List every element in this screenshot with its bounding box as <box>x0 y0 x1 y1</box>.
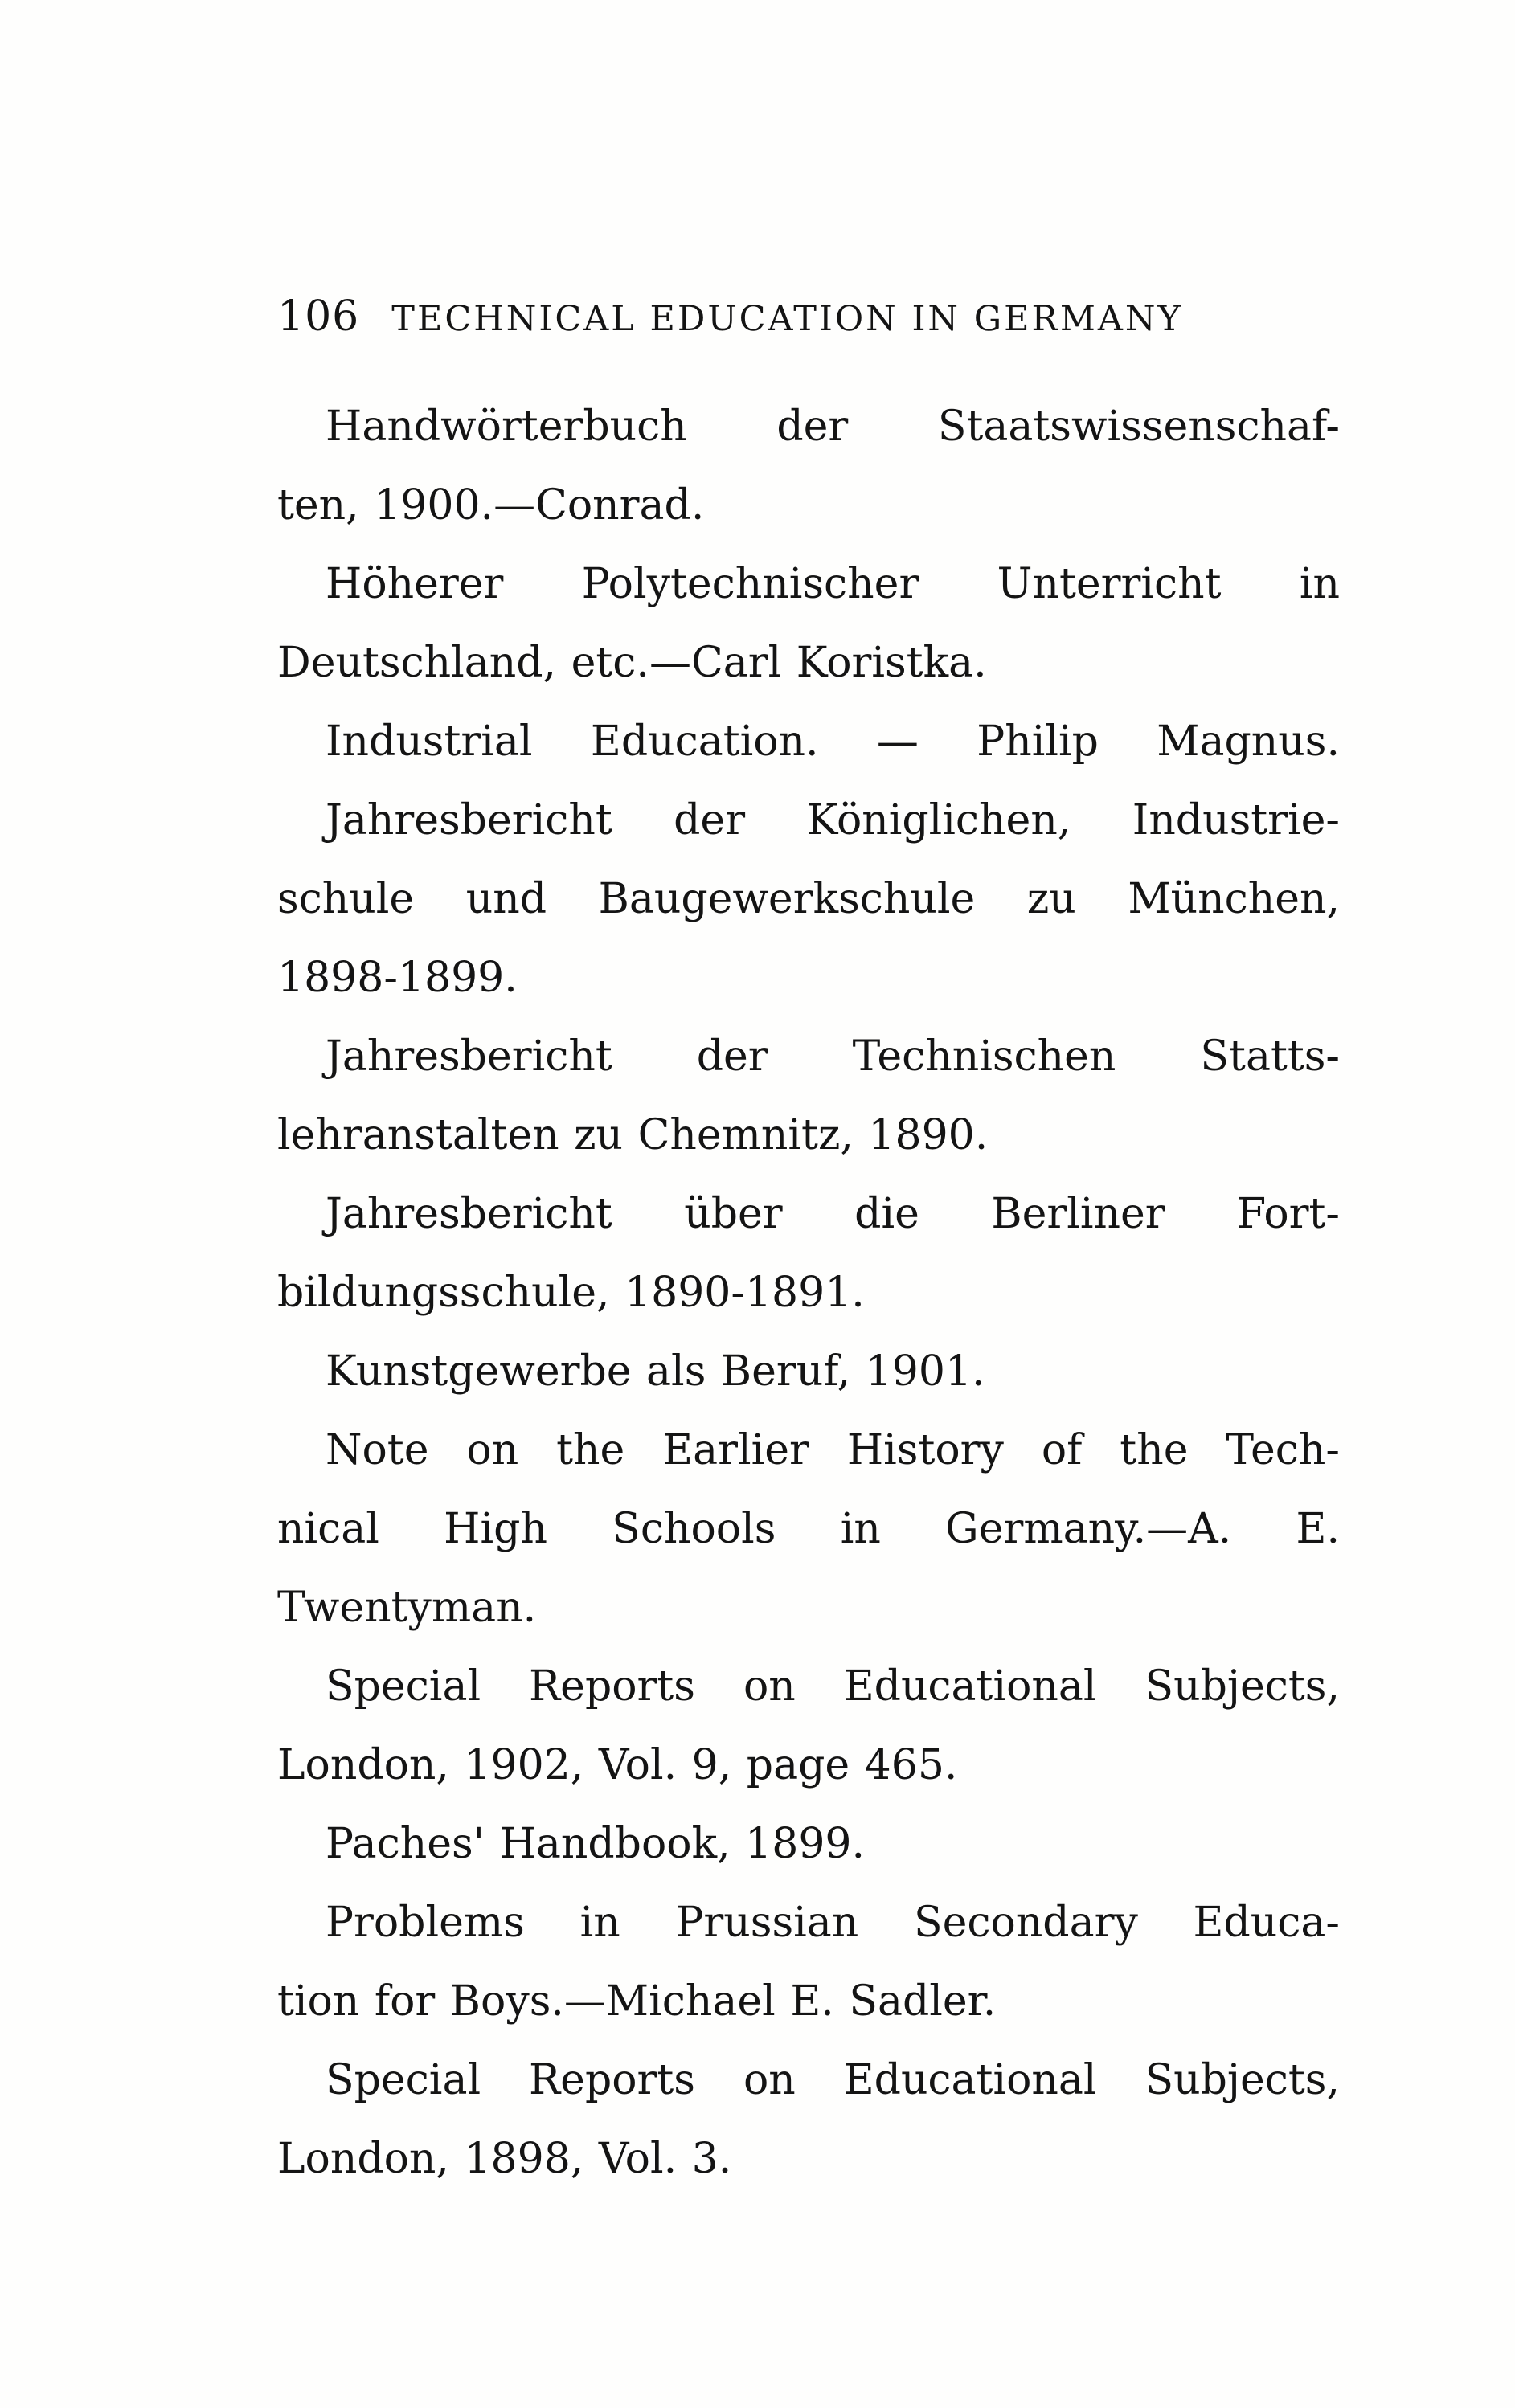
bibliography-entry <box>277 2041 1340 2198</box>
bibliography-entry <box>277 1647 1340 1805</box>
page-header <box>277 292 1340 341</box>
bibliography-entry <box>277 1017 1340 1175</box>
text-line: London, 1898, Vol. 3. <box>277 2135 732 2183</box>
text-line: ten, 1900.—Conrad. <box>277 481 705 529</box>
text-line: Jahresbericht der Königlichen, Industrie- <box>326 796 1340 844</box>
text-line: Höherer Polytechnischer Unterricht in <box>326 560 1340 608</box>
text-line: Kunstgewerbe als Beruf, 1901. <box>326 1347 985 1396</box>
text-line: Jahresbericht über die Berliner Fort- <box>326 1190 1340 1238</box>
bibliography-entry <box>277 702 1340 781</box>
text-line: London, 1902, Vol. 9, page 465. <box>277 1741 958 1789</box>
bibliography-entry <box>277 1175 1340 1332</box>
text-line: Industrial Education. — Philip Magnus. <box>326 717 1340 766</box>
bibliography-entry <box>277 1883 1340 2041</box>
text-line: 1898-1899. <box>277 954 518 1002</box>
bibliography-entry <box>277 545 1340 702</box>
text-line: Special Reports on Educational Subjects, <box>326 2056 1340 2104</box>
running-title: TECHNICAL EDUCATION IN GERMANY <box>391 299 1183 339</box>
text-line: nical High Schools in Germany.—A. E. <box>277 1505 1340 1553</box>
text-line: Note on the Earlier History of the Tech- <box>326 1426 1340 1474</box>
text-line: schule und Baugewerkschule zu München, <box>277 875 1340 923</box>
text-line: Paches' Handbook, 1899. <box>326 1820 866 1868</box>
bibliography-list <box>277 387 1340 2198</box>
text-line: Special Reports on Educational Subjects, <box>326 1662 1340 1711</box>
bibliography-entry <box>277 1805 1340 1883</box>
page-number: 106 <box>277 292 360 341</box>
text-line: bildungsschule, 1890-1891. <box>277 1269 865 1317</box>
text-line: Problems in Prussian Secondary Educa- <box>326 1899 1340 1947</box>
text-line: Twentyman. <box>277 1584 537 1632</box>
bibliography-entry <box>277 781 1340 1017</box>
text-line: tion for Boys.—Michael E. Sadler. <box>277 1977 997 2026</box>
text-line: Jahresbericht der Technischen Statts- <box>326 1032 1340 1081</box>
bibliography-entry <box>277 387 1340 545</box>
text-block <box>277 292 1340 2198</box>
bibliography-entry <box>277 1332 1340 1411</box>
text-line: Handwörterbuch der Staatswissenschaf- <box>326 403 1340 451</box>
text-line: lehranstalten zu Chemnitz, 1890. <box>277 1111 989 1159</box>
text-line: Deutschland, etc.—Carl Koristka. <box>277 639 987 687</box>
bibliography-entry <box>277 1411 1340 1647</box>
